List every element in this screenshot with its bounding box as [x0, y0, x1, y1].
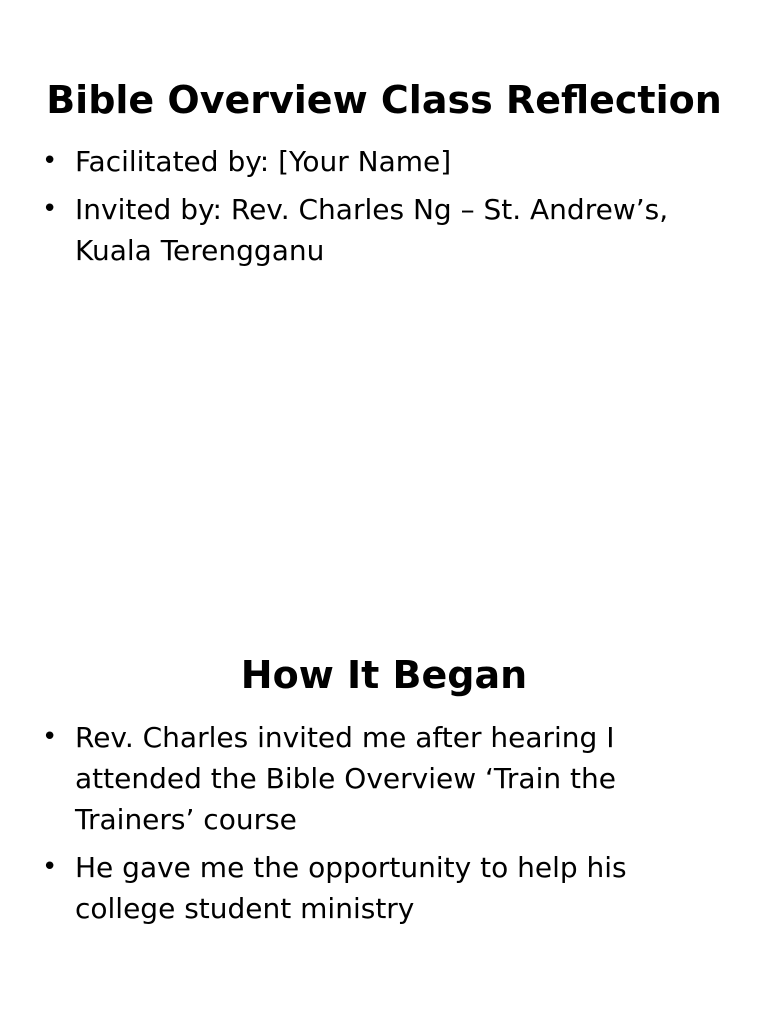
bullet-item-opportunity — [42, 847, 732, 929]
slide-how-it-began — [0, 512, 768, 1024]
bullet-item-inviter — [42, 189, 732, 271]
bullet-text: Facilitated by: [Your Name] — [75, 145, 452, 178]
bullet-item-facilitator — [42, 141, 732, 182]
bullet-icon: • — [42, 722, 58, 752]
bullet-item-invitation — [42, 717, 732, 840]
bullet-list — [42, 141, 732, 278]
bullet-list — [42, 717, 732, 936]
bullet-text: Rev. Charles invited me after hearing I attended the Bible Overview ‘Train the Trainers’ course — [75, 721, 616, 836]
bullet-text: Invited by: Rev. Charles Ng – St. Andrew’s, Kuala Terengganu — [75, 193, 669, 267]
bullet-icon: • — [42, 146, 58, 176]
bullet-icon: • — [42, 194, 58, 224]
slide-title: How It Began — [240, 653, 528, 698]
bullet-text: He gave me the opportunity to help his college student ministry — [75, 851, 627, 925]
slide-title: Bible Overview Class Reflection — [46, 78, 722, 123]
bullet-icon: • — [42, 852, 58, 882]
